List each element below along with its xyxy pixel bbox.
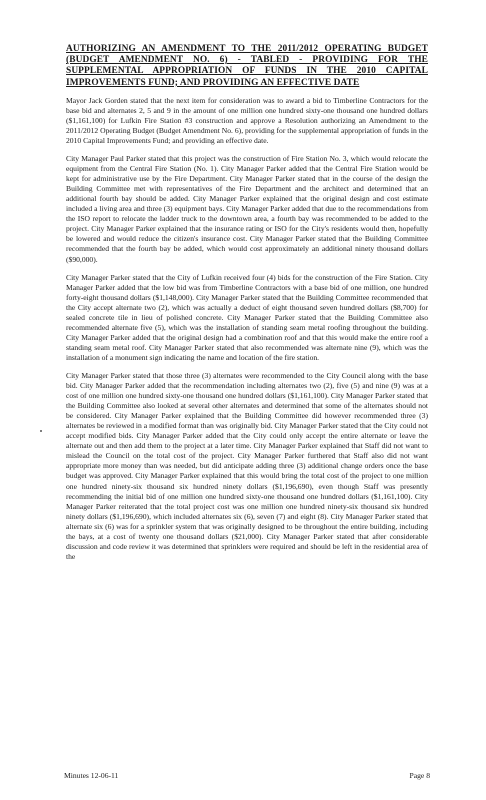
page-footer: [64, 771, 430, 781]
scan-speck: [40, 430, 42, 432]
paragraph-3: City Manager Parker stated that the City of Lufkin received four (4) bids for the construction of the Fire Station. City Manager Parker added that the low bid was from Timberline Contractors with a base bid of one million, one hundred forty-eight thousand dollars ($1,148,000). City Manager Parker stated that the Building Committee recommended that the City accept alternate two (2), which was actually a deduct of eight thousand seven hundred dollars ($8,700) for sealed concrete tile in lieu of polished concrete. City Manager Parker stated that the Building Committee also recommended alternate five (5), which was the installation of standing seam metal roofing throughout the building. City Manager Parker added that the original design had a combination roof and that this would make the entire roof a standing seam metal roof. City Manager Parker stated that also recommended was alternate nine (9), which was the installation of a monument sign indicating the name and location of the fire station.: [66, 272, 428, 362]
paragraph-4: City Manager Parker stated that those three (3) alternates were recommended to the City Council along with the base bid. City Manager Parker added that the recommendation including alternates two (2), five (5) and nine (9) was at a cost of one million one hundred sixty-one thousand one hundred dollars ($1,161,100). City Manager Parker stated that the Building Committee also looked at several other alternates and determined that some of the alternates should not be considered. City Manager Parker explained that the Building Committee did however recommended three (3) alternates be reviewed in a modified format than was originally bid. City Manager Parker stated that the City could not accept modified bids. City Manager Parker added that the City could only accept the entire alternate or leave the alternate out and then add them to the project at a later time. City Manager Parker explained that Staff did not want to mislead the Council on the total cost of the project. City Manager Parker furthered that Staff also did not want appropriate more money than was needed, but did anticipate adding three (3) additional change orders once the base budget was approved. City Manager Parker explained that this would bring the total cost of the project to one million one hundred ninety-six thousand six hundred ninety dollars ($1,196,690), even though Staff was presently recommending the initial bid of one million one hundred sixty-one thousand one hundred dollars ($1,161,100). City Manager Parker reiterated that the total project cost was one million one hundred ninety-six thousand six hundred ninety dollars ($1,196,690), which included alternates six (6), seven (7) and eight (8). City Manager Parker stated that alternate six (6) was for a sprinkler system that was originally designed to be throughout the entire building, including the bays, at a cost of twenty one thousand dollars ($21,000). City Manager Parker stated that after considerable discussion and code review it was determined that sprinklers were required and should be left in the residential area of the: [66, 370, 428, 561]
paragraph-1: Mayor Jack Gorden stated that the next item for consideration was to award a bid to Timberline Contractors for the base bid and alternates 2, 5 and 9 in the amount of one million one hundred sixty-one thousand one hundred dollars ($1,161,100) for Lufkin Fire Station #3 construction and approve a Resolution authorizing an Amendment to the 2011/2012 Operating Budget (Budget Amendment No. 6), providing for the supplemental appropriation of funds in the 2010 Capital Improvements Fund; and providing an effective date.: [66, 95, 428, 145]
section-heading: AUTHORIZING AN AMENDMENT TO THE 2011/2012 OPERATING BUDGET (BUDGET AMENDMENT NO. 6) - TABLED - PROVIDING FOR THE SUPPLEMENTAL APPROPRIATION OF FUNDS IN THE 2010 CAPITAL IMPROVEMENTS FUND; AND PROVIDING AN EFFECTIVE DATE: [66, 44, 428, 88]
footer-page-number: Page 8: [409, 771, 430, 780]
paragraph-2: City Manager Paul Parker stated that this project was the construction of Fire Station No. 3, which would relocate the equipment from the Central Fire Station (No. 1). City Manager Parker added that the Central Fire Station would be kept for administrative use by the Fire Department. City Manager Parker stated that in the course of the design the Building Committee met with representatives of the Fire Department and the architect and determined that an additional fourth bay should be added. City Manager Parker explained that the original design and cost estimate included a living area and three (3) equipment bays. City Manager Parker added that due to the recommendations from the ISO report to relocate the ladder truck to the downtown area, a fourth bay was recommended to be added to the project. City Manager Parker explained that the insurance rating or ISO for the City's residents would then, hopefully be lowered and would reduce the citizen's insurance cost. City Manager Parker stated that the Building Committee recommended that the fourth bay be added, which would cost approximately an additional ninety thousand dollars ($90,000).: [66, 154, 428, 264]
footer-minutes-date: Minutes 12-06-11: [64, 771, 119, 780]
